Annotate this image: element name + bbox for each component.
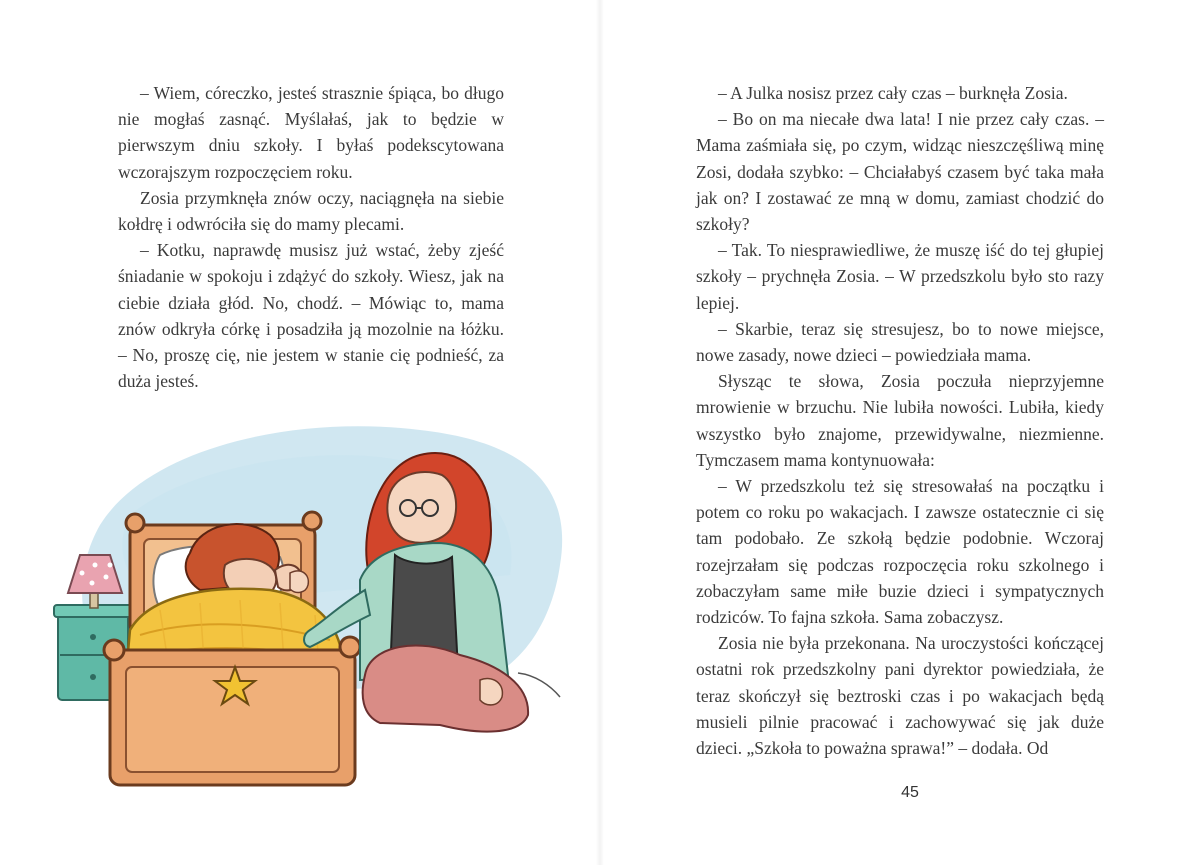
paragraph: Zosia nie była przekonana. Na uroczystości kończącej ostatni rok przedszkolny pani dyrektor powiedziała, że teraz skończył się beztroski czas i po wakacjach będą musieli pilnie pracować i zachowywać się jak duże dzieci. „Szkoła to poważna sprawa!” – dodała. Od (696, 633, 1104, 759)
paragraph: – Bo on ma niecałe dwa lata! I nie przez cały czas. – Mama zaśmiała się, po czym, widząc nieszczęśliwą minę Zosi, dodała szybko: – Chciałabyś czasem być taka mała jak on? I zostawać ze mną w domu, zamiast chodzić do szkoły? (696, 109, 1104, 235)
paragraph: – A Julka nosisz przez cały czas – burknęła Zosia. (718, 83, 1068, 103)
right-page-text (696, 80, 1104, 761)
page-number: 45 (901, 784, 919, 801)
paragraph: – Wiem, córeczko, jesteś strasznie śpiąca, bo długo nie mogłaś zasnąć. Myślałaś, jak to będzie w pierwszym dniu szkoły. I byłaś podekscytowana wczorajszym rozpoczęciem roku. (118, 83, 504, 182)
paragraph: – Tak. To niesprawiedliwe, że muszę iść do tej głupiej szkoły – prychnęła Zosia. – W przedszkolu było sto razy lepiej. (696, 240, 1104, 313)
left-page-text (118, 80, 504, 394)
paragraph: – Skarbie, teraz się stresujesz, bo to nowe miejsce, nowe zasady, nowe dzieci – powiedziała mama. (696, 318, 1104, 366)
paragraph: – W przedszkolu też się stresowałaś na początku i potem co roku po wakacjach. I zawsze ostatecznie ci się tam podobało. Ze szkołą będzie podobnie. Wczoraj rozejrzałam się podczas rozpoczęcia roku szkolnego i zobaczyłam same miłe buzie dzieci i sympatycznych rodziców. To fajna szkoła. Sama zobaczysz. (696, 476, 1104, 628)
paragraph: Słysząc te słowa, Zosia poczuła nieprzyjemne mrowienie w brzuchu. Nie lubiła nowości. Lubiła, kiedy wszystko było znajome, przewidywalne, niezmienne. Tymczasem mama kontynuowała: (696, 371, 1104, 470)
bed-footboard (104, 637, 360, 785)
paragraph: Zosia przymknęła znów oczy, naciągnęła na siebie kołdrę i odwróciła się do mamy plecami. (118, 187, 504, 235)
paragraph: – Kotku, naprawdę musisz już wstać, żeby zjeść śniadanie w spokoju i zdążyć do szkoły. Wiesz, jak na ciebie działa głód. No, chodź. – Mówiąc to, mama znów odkryła córkę i posadziła ją mozolnie na łóżku. – No, proszę cię, nie jestem w stanie cię podnieść, za duża jesteś. (118, 240, 504, 392)
mother-waking-girl-illustration (40, 405, 580, 795)
right-page (600, 0, 1200, 865)
